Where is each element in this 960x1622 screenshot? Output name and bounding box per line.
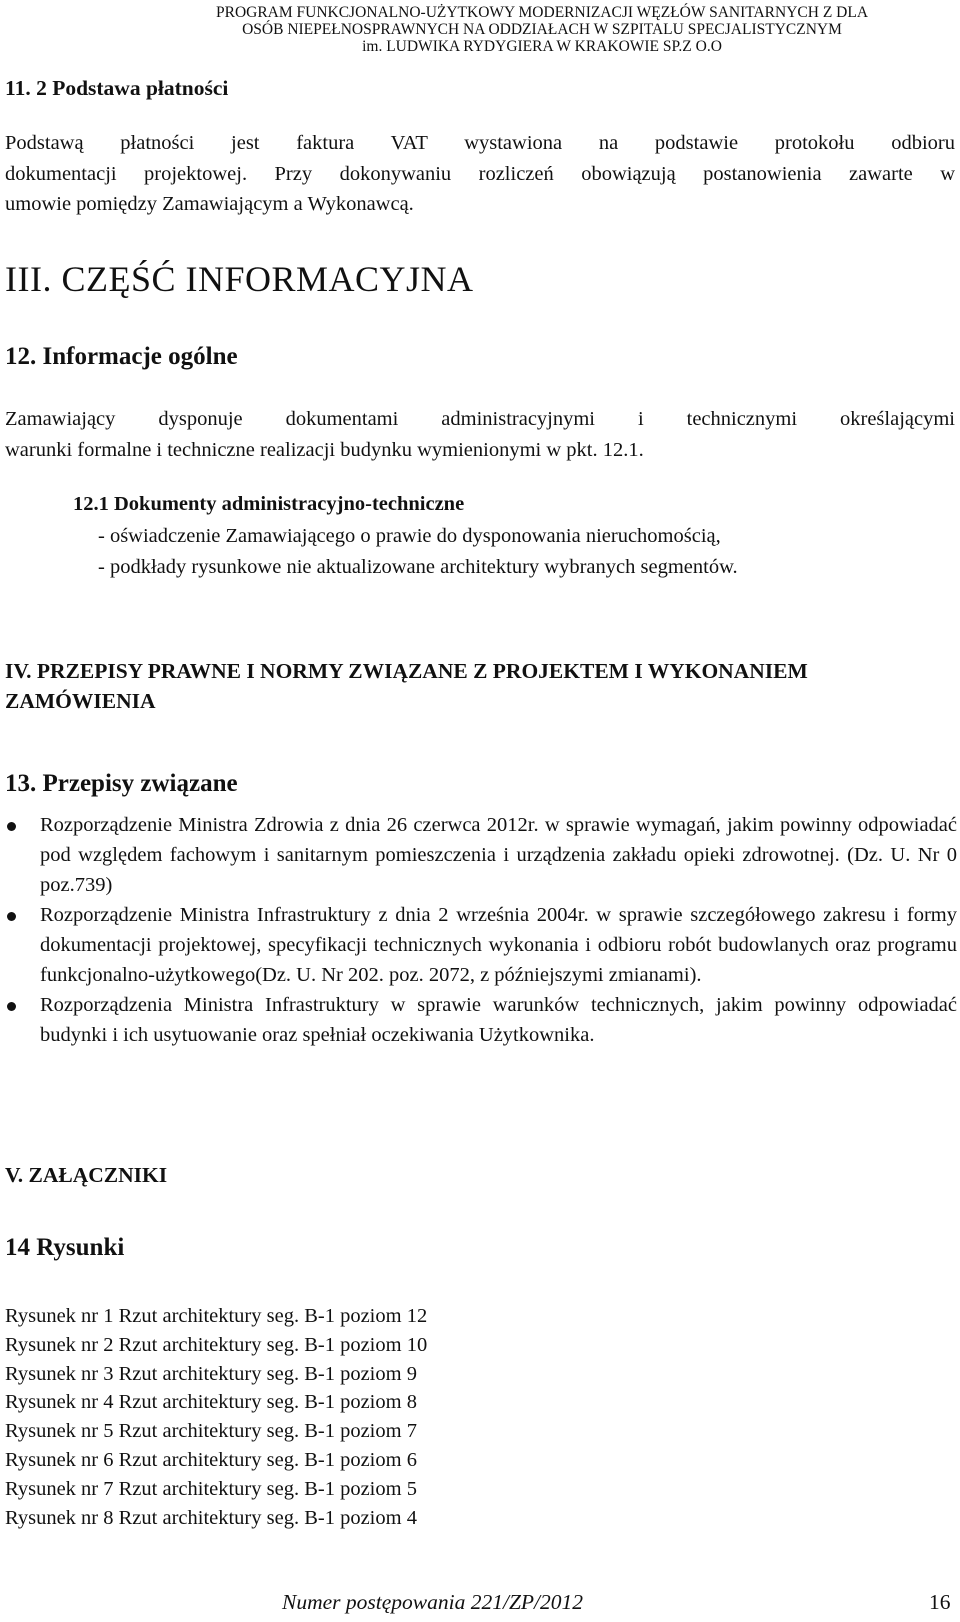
paragraph-payment-basis [5, 128, 955, 220]
part-4-heading [5, 656, 808, 716]
list-item: Rysunek nr 3 Rzut architektury seg. B-1 poziom 9 [5, 1362, 417, 1385]
bullet-icon [7, 822, 16, 831]
list-item: Rysunek nr 4 Rzut architektury seg. B-1 poziom 8 [5, 1391, 417, 1414]
paragraph-general-info [5, 404, 955, 465]
heading-11-2: 11. 2 Podstawa płatności [5, 76, 229, 100]
paragraph-line: Zamawiający dysponuje dokumentami administracyjnymi i technicznymi określającymi [5, 408, 955, 430]
heading-14: 14 Rysunki [5, 1234, 125, 1261]
list-item: Rysunek nr 8 Rzut architektury seg. B-1 poziom 4 [5, 1506, 417, 1529]
regulations-list [5, 810, 957, 1050]
footer-reference: Numer postępowania 221/ZP/2012 [282, 1590, 584, 1614]
list-item [5, 810, 957, 900]
header-line-1: PROGRAM FUNKCJONALNO-UŻYTKOWY MODERNIZACJI WĘZŁÓW SANITARNYCH Z DLA [215, 4, 869, 21]
header-line-2: OSÓB NIEPEŁNOSPRAWNYCH NA ODDZIAŁACH W SZPITALU SPECJALISTYCZNYM [242, 21, 842, 38]
paragraph-line: Podstawą płatności jest faktura VAT wystawiona na podstawie protokołu odbioru [5, 132, 955, 154]
heading-12: 12. Informacje ogólne [5, 343, 238, 370]
heading-13: 13. Przepisy związane [5, 770, 238, 797]
list-item: Rysunek nr 5 Rzut architektury seg. B-1 poziom 7 [5, 1420, 417, 1443]
figures-list [5, 1302, 427, 1532]
part-3-heading: III. CZĘŚĆ INFORMACYJNA [5, 259, 474, 299]
list-item: Rysunek nr 7 Rzut architektury seg. B-1 poziom 5 [5, 1477, 417, 1500]
header-line-3: im. LUDWIKA RYDYGIERA W KRAKOWIE SP.Z O.O [362, 38, 722, 55]
list-item: Rysunek nr 2 Rzut architektury seg. B-1 poziom 10 [5, 1333, 428, 1356]
running-header [124, 4, 960, 55]
part-5-heading: V. ZAŁĄCZNIKI [5, 1163, 168, 1187]
list-item [5, 900, 957, 990]
paragraph-line: umowie pomiędzy Zamawiającym a Wykonawcą. [5, 193, 414, 215]
list-item-text: Rozporządzenie Ministra Zdrowia z dnia 26 czerwca 2012r. w sprawie wymagań, jakim powinny odpowiadać pod względem fachowym i sanitarnym pomieszczenia i urządzenia zakładu opieki zdrowotnej. (Dz. U. Nr 0 poz.739) [40, 814, 957, 896]
page-number: 16 [929, 1590, 951, 1614]
bullet-icon [7, 1002, 16, 1011]
part-4-heading-line-2: ZAMÓWIENIA [5, 689, 156, 713]
bullet-icon [7, 912, 16, 921]
list-item-text: Rozporządzenia Ministra Infrastruktury w sprawie warunków technicznych, jakim powinny odpowiadać budynki i ich usytuowanie oraz spełniał oczekiwania Użytkownika. [40, 994, 957, 1046]
paragraph-line: warunki formalne i techniczne realizacji budynku wymienionymi w pkt. 12.1. [5, 438, 644, 461]
list-item [5, 990, 957, 1050]
list-item: Rysunek nr 1 Rzut architektury seg. B-1 poziom 12 [5, 1305, 428, 1327]
document-list [98, 521, 738, 582]
heading-12-1: 12.1 Dokumenty administracyjno-techniczne [73, 493, 465, 515]
part-4-heading-line-1: IV. PRZEPISY PRAWNE I NORMY ZWIĄZANE Z PROJEKTEM I WYKONANIEM [5, 659, 808, 683]
list-item: Rysunek nr 6 Rzut architektury seg. B-1 poziom 6 [5, 1448, 417, 1471]
list-item: - podkłady rysunkowe nie aktualizowane architektury wybranych segmentów. [98, 555, 738, 578]
paragraph-line: dokumentacji projektowej. Przy dokonywaniu rozliczeń obowiązują postanowienia zawarte w [5, 162, 955, 185]
list-item: - oświadczenie Zamawiającego o prawie do dysponowania nieruchomością, [98, 525, 721, 547]
list-item-text: Rozporządzenie Ministra Infrastruktury z dnia 2 września 2004r. w sprawie szczegółowego zakresu i formy dokumentacji projektowej, specyfikacji technicznych wykonania i odbioru robót budowlanych oraz programu funkcjonalno-użytkowego(Dz. U. Nr 202. poz. 2072, z późniejszymi zmianami). [40, 904, 957, 986]
